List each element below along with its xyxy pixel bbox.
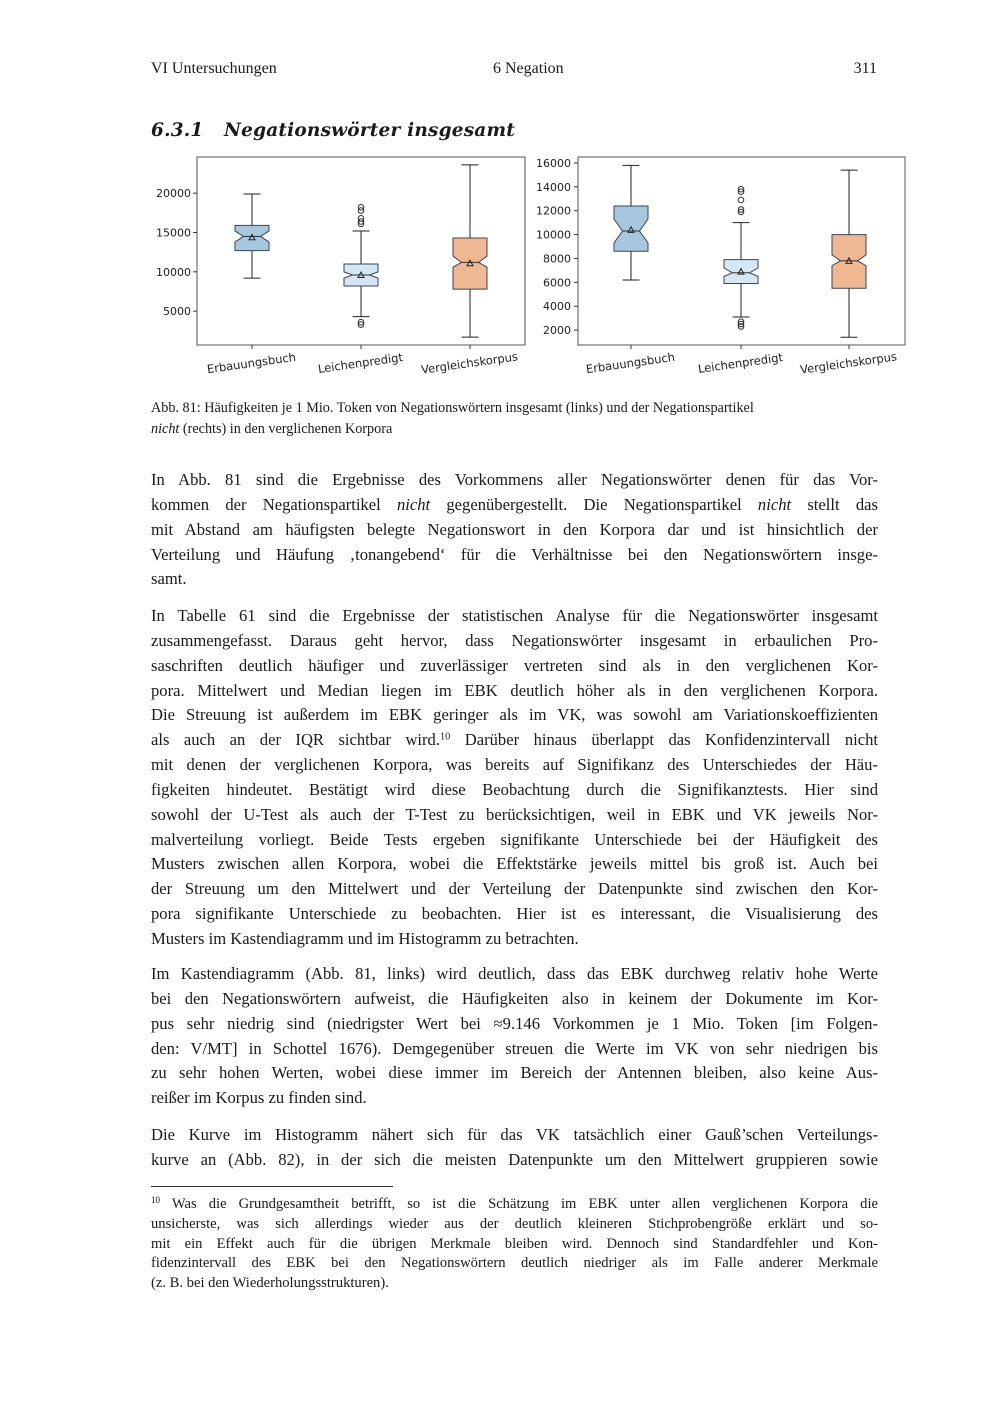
text-segment: gegenübergestellt. Die Negationspartikel xyxy=(430,494,758,514)
text-segment: Musters im Kastendiagramm und im Histogramm zu betrachten. xyxy=(151,928,579,948)
paragraph-1 xyxy=(151,468,878,592)
y-tick-label: 5000 xyxy=(163,305,191,319)
section-number: 6.3.1 xyxy=(151,120,204,141)
text-segment: mit denen der verglichenen Korpora, was bereits auf Signifikanz des Unterschiedes der Häu- xyxy=(151,755,878,775)
text-segment: kommen der Negationspartikel xyxy=(151,494,397,514)
text-segment: mit ein Effekt auch für die übrigen Merkmale bleiben wird. Dennoch sind Standardfehler und Kon- xyxy=(151,1235,878,1252)
text-line xyxy=(151,518,878,543)
outlier-point xyxy=(738,197,744,203)
y-tick-label: 10000 xyxy=(536,228,571,242)
x-tick-label: Vergleichskorpus xyxy=(799,349,898,377)
text-segment: mit Abstand am häufigsten belegte Negationswort in den Korpora dar und ist hinsichtlich der xyxy=(151,519,878,539)
text-segment: In Tabelle 61 sind die Ergebnisse der statistischen Analyse für die Negationswörter insgesamt xyxy=(151,606,878,625)
boxplot-chart-2 xyxy=(536,157,905,377)
x-tick-label: Erbauungsbuch xyxy=(206,349,297,377)
text-line xyxy=(151,567,878,592)
caption-line-1: Abb. 81: Häufigkeiten je 1 Mio. Token von Negationswörtern insgesamt (links) und der Negationspartikel xyxy=(151,400,754,416)
text-segment: samt. xyxy=(151,569,187,589)
x-tick-label: Erbauungsbuch xyxy=(585,349,676,377)
text-line xyxy=(151,753,878,778)
text-line xyxy=(151,1215,878,1235)
text-line xyxy=(151,1012,878,1037)
text-segment: Die Kurve im Histogramm nähert sich für das VK tatsächlich einer Gauß’schen Verteilungs- xyxy=(151,1125,878,1144)
figure-caption xyxy=(151,398,881,440)
text-line xyxy=(151,1061,878,1086)
caption-rest: (rechts) in den verglichenen Korpora xyxy=(179,421,393,437)
text-segment: stellt das xyxy=(791,494,878,514)
box-erbauungsbuch xyxy=(206,194,297,376)
box-leichenpredigt xyxy=(317,205,404,376)
y-tick-label: 2000 xyxy=(543,324,571,338)
text-line xyxy=(151,1148,878,1173)
text-segment: pus sehr niedrig sind (niedrigster Wert bei ≈9.146 Vorkommen je 1 Mio. Token [im Folgen- xyxy=(151,1013,878,1033)
boxplot-chart-1 xyxy=(156,157,525,377)
text-line xyxy=(151,803,878,828)
text-segment: Musters zwischen allen Korpora, wobei die Effektstärke jeweils mittel bis groß ist. Auch bei xyxy=(151,854,878,874)
footnote-marker[interactable]: 10 xyxy=(440,731,451,743)
x-tick-label: Leichenpredigt xyxy=(697,350,784,376)
text-line xyxy=(151,987,878,1012)
text-line xyxy=(151,852,878,877)
text-line xyxy=(151,1274,878,1294)
text-segment: malverteilung vorliegt. Beide Tests ergeben signifikante Unterschiede bei der Häufigkeit des xyxy=(151,829,878,849)
y-tick-label: 10000 xyxy=(156,265,191,279)
text-segment: den: V/MT] in Schottel 1676). Demgegenüber streuen die Werte im VK von sehr niedrigen bis xyxy=(151,1038,878,1058)
y-tick-label: 20000 xyxy=(156,187,191,201)
text-segment: Im Kastendiagramm (Abb. 81, links) wird deutlich, dass das EBK durchweg relativ hohe Werte xyxy=(151,964,878,983)
notched-box xyxy=(235,225,269,250)
text-line xyxy=(151,962,878,987)
text-line xyxy=(151,703,878,728)
text-segment: pora. Mittelwert und Median liegen im EBK deutlich höher als in den verglichenen Korpora. xyxy=(151,680,878,700)
text-segment: sowohl der U-Test als auch der T-Test zu berücksichtigen, weil in EBK und VK jeweils Nor- xyxy=(151,804,878,824)
paragraph-3 xyxy=(151,962,878,1111)
caption-line-2 xyxy=(151,419,881,440)
text-line xyxy=(151,902,878,927)
figure-boxplots xyxy=(0,0,1000,400)
caption-italic: nicht xyxy=(151,421,180,437)
text-line xyxy=(151,1123,878,1148)
italic-term: nicht xyxy=(396,494,431,514)
text-line xyxy=(151,828,878,853)
box-vergleichskorpus xyxy=(799,170,898,377)
text-segment: zusammengefasst. Daraus geht hervor, dass Negationswörter insgesamt in erbaulichen Pro- xyxy=(151,630,878,650)
text-segment: zu sehr hohen Werten, wobei diese immer im Bereich der Antennen bleiben, also keine Aus- xyxy=(151,1063,878,1083)
text-segment: Was die Grundgesamtheit betrifft, so ist die Schätzung im EBK unter allen verglichenen Korpora die xyxy=(160,1196,878,1212)
y-tick-label: 14000 xyxy=(536,180,571,194)
notched-box xyxy=(724,260,758,284)
text-segment: In Abb. 81 sind die Ergebnisse des Vorkommens aller Negationswörter denen für das Vor- xyxy=(151,470,878,489)
text-segment: der Streuung um den Mittelwert und der Verteilung der Datenpunkte sind zwischen den Kor- xyxy=(151,879,878,899)
text-line xyxy=(151,778,878,803)
x-tick-label: Leichenpredigt xyxy=(317,350,404,376)
text-line xyxy=(151,543,878,568)
text-segment: bei den Negationswörtern aufweist, die Häufigkeiten also in keinem der Dokumente im Kor- xyxy=(151,988,878,1008)
text-segment: unsicherste, was sich allerdings wieder aus der deutlich kleineren Stichprobengröße erklärt und so- xyxy=(151,1215,878,1232)
text-segment: pora signifikante Unterschiede zu beobachten. Hier ist es interessant, die Visualisierung des xyxy=(151,904,878,924)
text-line xyxy=(151,877,878,902)
text-line xyxy=(151,679,878,704)
text-segment: reißer im Korpus zu finden sind. xyxy=(151,1088,367,1108)
y-tick-label: 6000 xyxy=(543,276,571,290)
y-tick-label: 4000 xyxy=(543,300,571,314)
text-line xyxy=(151,1037,878,1062)
y-tick-label: 8000 xyxy=(543,252,571,266)
text-line xyxy=(151,728,878,753)
notched-box xyxy=(614,206,648,251)
paragraph-2 xyxy=(151,604,878,952)
text-line xyxy=(151,629,878,654)
paragraph-4 xyxy=(151,1123,878,1173)
italic-term: nicht xyxy=(757,494,792,514)
x-tick-label: Vergleichskorpus xyxy=(420,349,519,377)
footnote-divider xyxy=(151,1186,393,1187)
text-line xyxy=(151,654,878,679)
text-segment: fidenzintervall des EBK bei den Negationswörtern deutlich niedriger als im Falle anderer Merkmale xyxy=(151,1255,878,1272)
text-segment: saschriften deutlich häufiger und zuverlässiger vertreten sind als in den verglichenen Kor- xyxy=(151,655,878,675)
running-header-chapter: VI Untersuchungen xyxy=(151,60,277,77)
text-segment: Die Streuung ist außerdem im EBK geringer als im VK, was sowohl am Variationskoeffizienten xyxy=(151,705,878,725)
text-segment: figkeiten hindeutet. Bestätigt wird diese Beobachtung durch die Signifikanztests. Hier sind xyxy=(151,779,878,799)
running-header-section: 6 Negation xyxy=(493,60,564,77)
text-segment: (z. B. bei den Wiederholungsstrukturen). xyxy=(151,1275,389,1292)
text-line xyxy=(151,927,878,952)
section-title: Negationswörter insgesamt xyxy=(224,120,516,141)
notched-box xyxy=(453,238,487,289)
notched-box xyxy=(832,235,866,289)
text-line xyxy=(151,1254,878,1274)
text-line xyxy=(151,1086,878,1111)
text-segment: als auch an der IQR sichtbar wird. xyxy=(151,730,441,750)
page-number: 311 xyxy=(853,60,877,77)
text-line xyxy=(151,1195,878,1215)
y-tick-label: 12000 xyxy=(536,204,571,218)
text-segment: Darüber hinaus überlappt das Konfidenzintervall nicht xyxy=(450,730,878,750)
box-leichenpredigt xyxy=(697,186,784,375)
y-tick-label: 16000 xyxy=(536,156,571,170)
text-segment: Verteilung und Häufung ‚tonangebend‘ für die Verhältnisse bei den Negationswörtern insge- xyxy=(151,544,878,564)
y-tick-label: 15000 xyxy=(156,226,191,240)
text-line xyxy=(151,493,878,518)
footnote-10 xyxy=(151,1195,878,1294)
footnote-marker[interactable]: 10 xyxy=(151,1195,161,1206)
text-line xyxy=(151,468,878,493)
text-line xyxy=(151,1235,878,1255)
text-segment: kurve an (Abb. 82), in der sich die meisten Datenpunkte um den Mittelwert gruppieren sowie xyxy=(151,1149,878,1169)
text-line xyxy=(151,604,878,629)
